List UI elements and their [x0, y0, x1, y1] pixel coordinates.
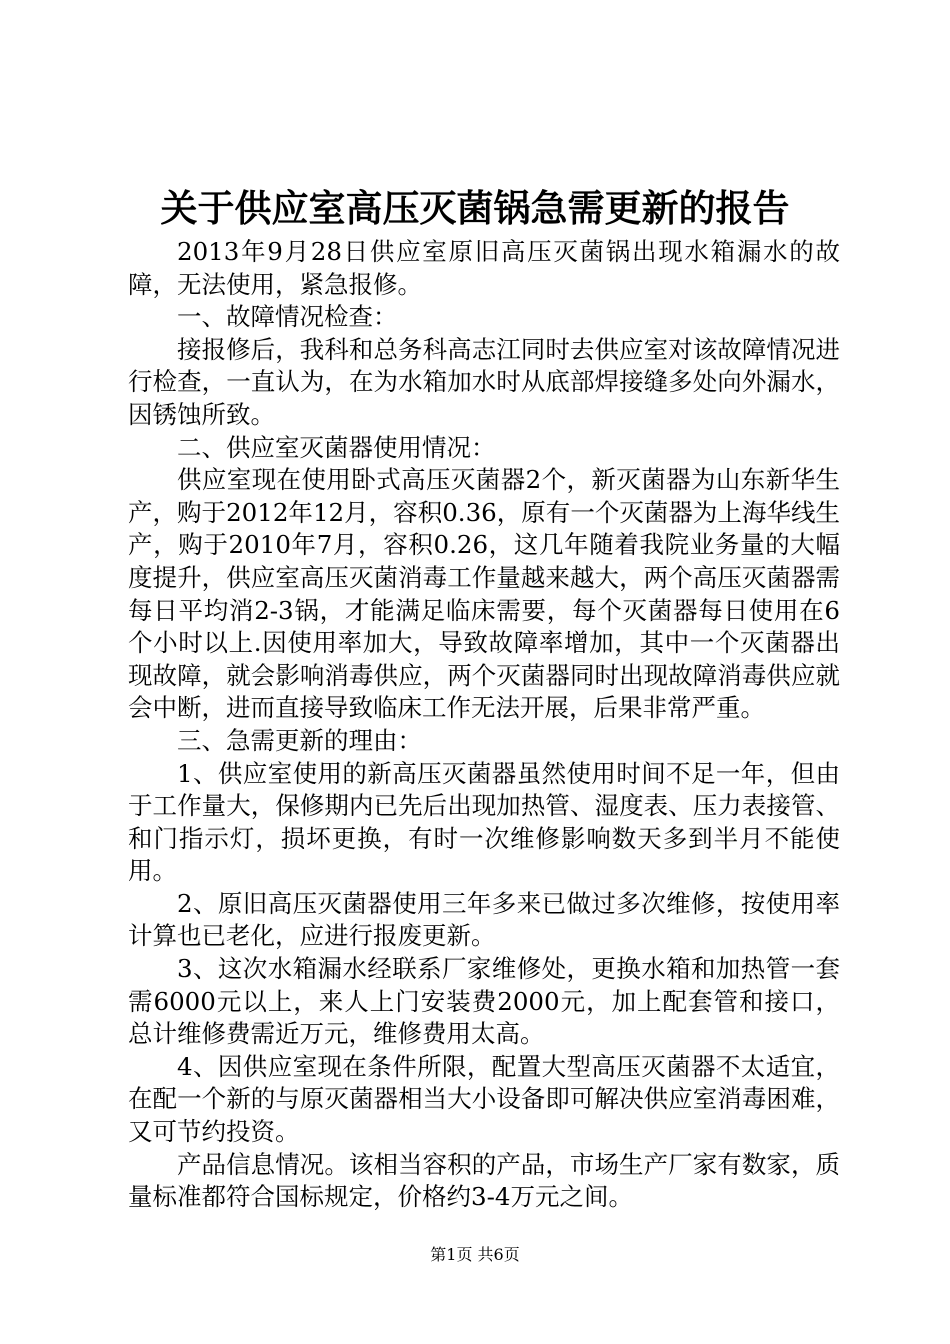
- paragraph-fault-check: 接报修后，我科和总务科高志江同时去供应室对该故障情况进行检查，一直认为，在为水箱加水时从底部焊接缝多处向外漏水，因锈蚀所致。: [128, 334, 840, 429]
- paragraph-intro: 2013年9月28日供应室原旧高压灭菌锅出现水箱漏水的故障，无法使用，紧急报修。: [128, 237, 840, 299]
- heading-fault-check: 一、故障情况检查：: [177, 302, 398, 332]
- paragraph-reason-3: 3、这次水箱漏水经联系厂家维修处，更换水箱和加热管一套需6000元以上，来人上门安装费2000元，加上配套管和接口，总计维修费需近万元，维修费用太高。: [128, 954, 840, 1049]
- paragraph-product-info: 产品信息情况。该相当容积的产品，市场生产厂家有数家，质量标准都符合国标规定，价格约3-4万元之间。: [128, 1149, 840, 1212]
- page-number-footer: 第1页 共6页: [430, 1245, 520, 1264]
- paragraph-reason-1: 1、供应室使用的新高压灭菌器虽然使用时间不足一年，但由于工作量大，保修期内已先后出现加热管、湿度表、压力表接管、和门指示灯，损坏更换，有时一次维修影响数天多到半月不能使用。: [128, 758, 840, 886]
- heading-usage: 二、供应室灭菌器使用情况：: [177, 432, 496, 462]
- heading-reasons: 三、急需更新的理由：: [177, 725, 422, 755]
- paragraph-reason-4: 4、因供应室现在条件所限，配置大型高压灭菌器不太适宜，在配一个新的与原灭菌器相当大小设备即可解决供应室消毒困难，又可节约投资。: [128, 1051, 840, 1147]
- document-title: 关于供应室高压灭菌锅急需更新的报告: [160, 186, 790, 230]
- paragraph-usage: 供应室现在使用卧式高压灭菌器2个，新灭菌器为山东新华生产，购于2012年12月，容积0.36，原有一个灭菌器为上海华线生产，购于2010年7月，容积0.26，这几年随着我院业务量的大幅度提升，供应室高压灭菌消毒工作量越来越大，两个高压灭菌器需每日平均消2-3锅，才能满足临床需要，每个灭菌器每日使用在6个小时以上.因使用率加大，导致故障率增加，其中一个灭菌器出现故障，就会影响消毒供应，两个灭菌器同时出现故障消毒供应就会中断，进而直接导致临床工作无法开展，后果非常严重。: [128, 465, 840, 723]
- paragraph-reason-2: 2、原旧高压灭菌器使用三年多来已做过多次维修，按使用率计算也已老化，应进行报废更新。: [128, 888, 840, 951]
- document-body: [128, 236, 840, 1214]
